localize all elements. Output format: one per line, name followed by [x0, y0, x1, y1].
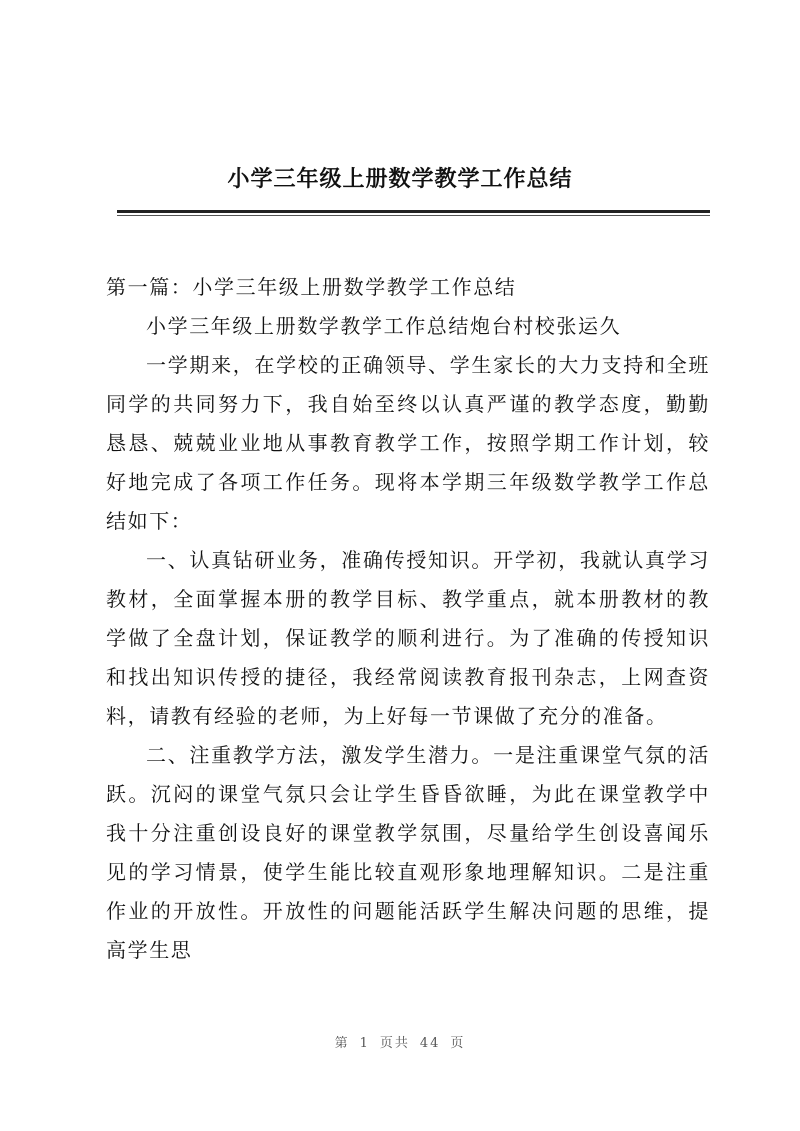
footer-label-page: 第: [334, 1036, 350, 1051]
footer-label-pages: 页: [450, 1036, 466, 1051]
title-underline-thick: [117, 210, 710, 213]
paragraph-section-2: 二、注重教学方法，激发学生潜力。一是注重课堂气氛的活跃。沉闷的课堂气氛只会让学生昏昏欲睡，为此在课堂教学中我十分注重创设良好的课堂教学氛围，尽量给学生创设喜闻乐见的学习情景，使学生能比较直观形象地理解知识。二是注重作业的开放性。开放性的问题能活跃学生解决问题的思维，提高学生思: [106, 743, 710, 962]
paragraph-section-1: 一、认真钻研业务，准确传授知识。开学初，我就认真学习教材，全面掌握本册的教学目标、教学重点，就本册教材的教学做了全盘计划，保证教学的顺利进行。为了准确的传授知识和找出知识传授的捷径，我经常阅读教育报刊杂志，上网查资料，请教有经验的老师，为上好每一节课做了充分的准备。: [106, 548, 710, 728]
footer-total-pages: 44: [419, 1036, 441, 1051]
paragraph-intro: 一学期来，在学校的正确领导、学生家长的大力支持和全班同学的共同努力下，我自始至终以认真严谨的教学态度，勤勤恳恳、兢兢业业地从事教育教学工作，按照学期工作计划，较好地完成了各项工作任务。现将本学期三年级数学教学工作总结如下：: [106, 353, 710, 533]
paragraph-heading: 第一篇：小学三年级上册数学教学工作总结: [106, 275, 517, 299]
title-underline-thin: [117, 215, 710, 216]
footer-label-of: 页共: [379, 1036, 410, 1051]
page-footer: [0, 1032, 800, 1051]
paragraph-subtitle: 小学三年级上册数学教学工作总结炮台村校张运久: [146, 314, 622, 338]
document-title: 小学三年级上册数学教学工作总结: [227, 166, 573, 192]
document-body: [106, 268, 710, 970]
footer-current-page: 1: [359, 1036, 370, 1051]
